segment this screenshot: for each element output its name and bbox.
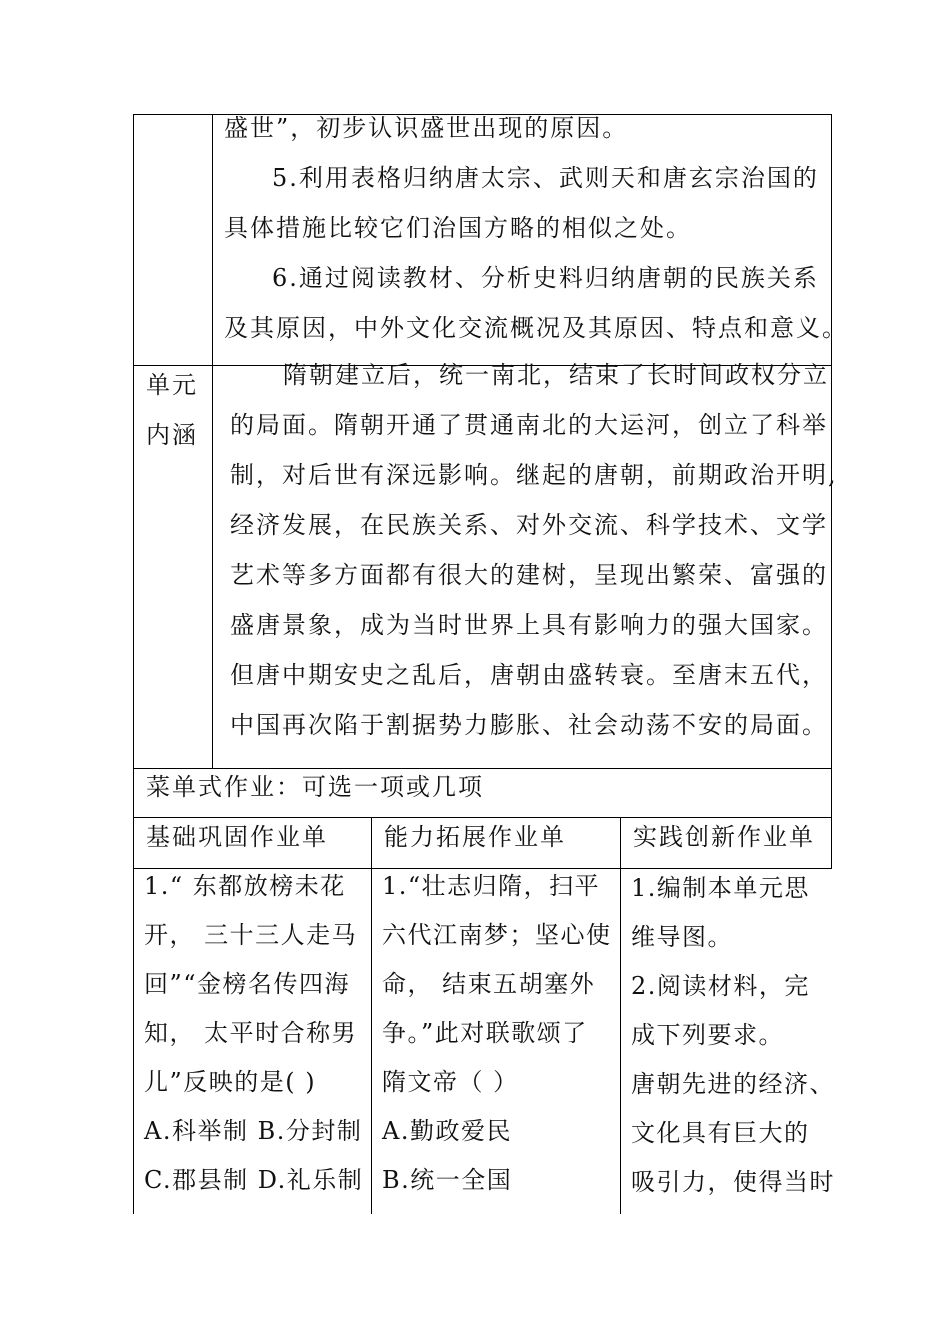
extension-line: 1.“壮志归隋，扫平: [382, 872, 601, 900]
extension-line: 命， 结束五胡塞外: [382, 970, 596, 998]
basic-line: 开， 三十三人走马: [144, 921, 358, 949]
objective-line: 及其原因，中外文化交流概况及其原因、特点和意义。: [224, 314, 848, 342]
column-divider-2: [620, 817, 621, 1214]
table-right-border-lower: [831, 768, 832, 869]
practice-line: 2.阅读材料，完: [631, 972, 810, 1000]
basic-line: C.郡县制 D.礼乐制: [144, 1166, 364, 1194]
basic-line: 1.“ 东都放榜未花: [144, 872, 346, 900]
extension-line: B.统一全国: [382, 1166, 513, 1194]
practice-line: 唐朝先进的经济、: [631, 1070, 835, 1098]
objective-line: 5.利用表格归纳唐太宗、武则天和唐玄宗治国的: [272, 164, 819, 192]
connotation-line: 中国再次陷于割据势力膨胀、社会动荡不安的局面。: [230, 711, 828, 739]
basic-line: A.科举制 B.分封制: [144, 1117, 363, 1145]
basic-homework-header: 基础巩固作业单: [146, 823, 328, 851]
basic-line: 知， 太平时合称男: [144, 1019, 358, 1047]
extension-line: 争。”此对联歌颂了: [382, 1019, 588, 1047]
menu-homework-title: 菜单式作业：可选一项或几项: [146, 773, 484, 801]
objective-line: 6.通过阅读教材、分析史料归纳唐朝的民族关系: [272, 264, 819, 292]
extension-line: 六代江南梦；坚心使: [382, 921, 612, 949]
connotation-line: 但唐中期安史之乱后，唐朝由盛转衰。至唐末五代，: [230, 661, 828, 689]
extension-line: 隋文帝（ ）: [382, 1068, 519, 1096]
practice-line: 文化具有巨大的: [631, 1119, 810, 1147]
basic-line: 儿”反映的是( ): [144, 1068, 317, 1096]
extension-homework-header: 能力拓展作业单: [384, 823, 566, 851]
connotation-line: 经济发展，在民族关系、对外交流、科学技术、文学: [230, 511, 828, 539]
connotation-line: 隋朝建立后，统一南北，结束了长时间政权分立: [283, 361, 829, 389]
practice-homework-header: 实践创新作业单: [633, 823, 815, 851]
unit-label-line: 单元: [146, 371, 198, 399]
basic-line: 回”“金榜名传四海: [144, 970, 351, 998]
table-right-border-mid: [831, 365, 832, 769]
connotation-line: 制，对后世有深远影响。继起的唐朝，前期政治开明,: [230, 461, 838, 489]
extension-line: A.勤政爱民: [382, 1117, 512, 1145]
practice-line: 维导图。: [631, 923, 733, 951]
unit-label-line: 内涵: [146, 421, 198, 449]
objective-line: 盛世”，初步认识盛世出现的原因。: [224, 114, 629, 142]
objective-line: 具体措施比较它们治国方略的相似之处。: [224, 214, 692, 242]
connotation-line: 的局面。隋朝开通了贯通南北的大运河，创立了科举: [230, 411, 828, 439]
label-column-divider: [212, 114, 213, 769]
connotation-line: 盛唐景象，成为当时世界上具有影响力的强大国家。: [230, 611, 828, 639]
column-divider-1: [371, 817, 372, 1214]
table-left-border: [133, 114, 134, 1214]
connotation-line: 艺术等多方面都有很大的建树，呈现出繁荣、富强的: [230, 561, 828, 589]
practice-line: 成下列要求。: [631, 1021, 784, 1049]
practice-line: 吸引力，使得当时: [631, 1168, 835, 1196]
practice-line: 1.编制本单元思: [631, 874, 810, 902]
